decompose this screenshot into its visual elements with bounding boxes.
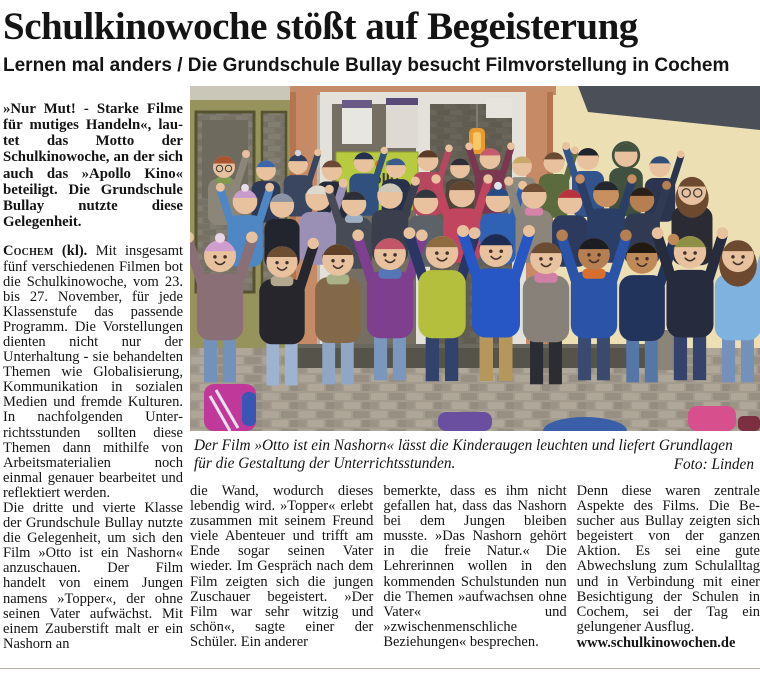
article-photo [190,86,760,432]
dateline-initials: (kl). [53,243,96,260]
poster-small-2 [386,98,418,148]
bottom-rule [0,668,760,669]
sign-right-pane [486,98,512,118]
poster-small-1-header [342,100,372,108]
website-link-text: www.schulkinowochen.de [576,634,736,651]
backpack-purple-center [438,412,492,431]
article-body [3,86,758,652]
column-2: die Wand, wodurch dieses lebendig wird. »Topper« erlebt zusammen mit seinem Freund viele Abenteuer und trifft am Ende sogar seinen Vater wieder. Im Gespräch nach dem Film zeigten sich die jungen Zuschauer begeistert. »Der Film war sehr witzig und schön«, sagte einer der Schüler. Ein anderer [190,482,374,650]
body-paragraph-2: Die dritte und vierte Klasse der Grundschule Bullay nutzte die Gelegenheit, um sich den Film »Otto ist ein Nashorn« anzuschauen. Der Film handelt von einem Jungen namens »Topper«, der ohne seinen Vater aufwächst. Mit einem Zauberstift malt er ein Nashorn an [3,500,183,652]
photo-caption: Der Film »Otto ist ein Nashorn« lässt die Kinderaugen leuchten und liefert Grundlagen für die Gestaltung der Unterrichtsstunden. [194,436,733,472]
body-paragraph-1-text: Mit insgesamt fünf verschiedenen Filmen bot die Schulkinowoche, vom 23. bis 27. November, für jede Klassenstufe das passende Programm. Die Vorstellungen dienten nicht nur der Unterhaltung - sie behandelten Themen wie Globalisierung, Kommunikation in sozialen Medien und fremde Kulturen. In nachfolgenden Unterrichtsstunden sollten diese Themen dann mithilfe von Arbeitsmaterialien noch einmal genauer bearbeitet und reflektiert werden. [3,243,184,501]
column-1 [3,86,183,652]
group-photo-illustration [190,86,760,431]
column-3: bemerkte, dass es ihm nicht gefallen hat, dass das Nashorn bei dem Jungen bleiben musste. »Das Nashorn gehört in die freie Natur.« Die Lehrerinnen wollen in den kommenden Schulstunden nun die Themen »aufwachsen ohne Vater« und »zwischenmenschliche Beziehungen« besprechen. [383,482,567,650]
dateline: Cochem [3,243,54,260]
headline: Schulkinowoche stößt auf Begeisterung [3,5,638,48]
column-4 [577,484,760,652]
lead-paragraph: »Nur Mut! - Starke Filme für mutiges Handeln«, lautet das Motto der Schulkinowoche, an der sich auch das »Apollo Kino« beteiligt. Die Grundschule Bullay nutzte diese Gelegenheit. [3,100,183,231]
body-paragraph-1 [3,244,183,501]
poster-small-2-header [386,98,418,105]
lamp-glow [473,132,481,150]
wall-top-band [190,86,290,100]
backpack-pink-left [204,384,256,431]
photo-caption-block [190,432,760,482]
subhead: Lernen mal anders / Die Grundschule Bullay besucht Filmvorstellung in Cochem [3,55,730,76]
column-4-text: Denn diese waren zentrale Aspekte des Films. Die Besucher aus Bullay zeigten sich begeistert von der ganzen Aktion. Es sei eine gute Abwechslung zum Schulalltag und in Verbindung mit einer Besichtigung der Schulen in Cochem, sei der Tag ein gelungener Ausflug. [576,482,760,635]
photo-credit: Foto: Linden [673,455,754,473]
lower-columns [190,484,760,652]
